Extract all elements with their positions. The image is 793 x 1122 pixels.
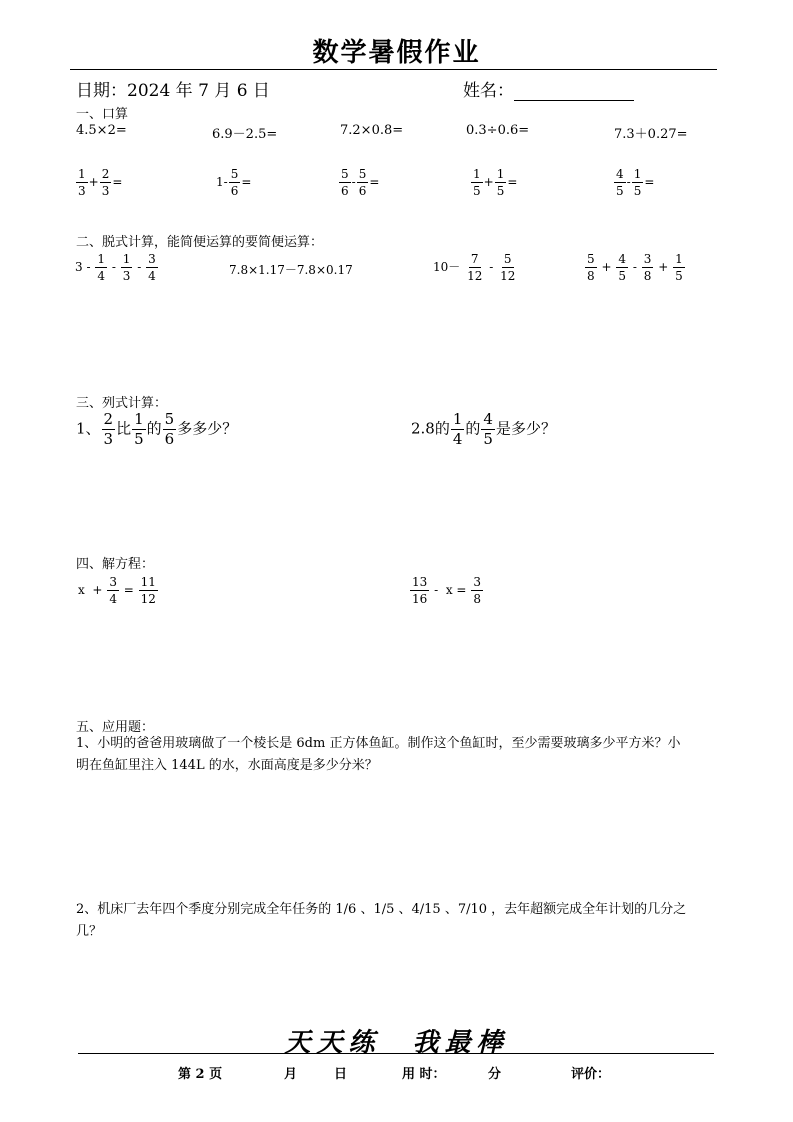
oral-calc-4: 0.3÷0.6= <box>466 123 530 138</box>
fraction: $\frac{5}{8}$ <box>587 252 595 283</box>
fraction: $\frac{5}{6}$ <box>230 167 239 198</box>
fraction: $\frac{11}{12}$ <box>140 575 156 606</box>
fraction-calc-2: 1- $\frac{5}{6}$ = <box>216 167 252 198</box>
header-rule <box>70 69 717 70</box>
fraction: $\frac{3}{4}$ <box>148 252 156 283</box>
fraction: $\frac{3}{8}$ <box>473 575 481 606</box>
fraction-calc-5: $\frac{4}{5}$ - $\frac{1}{5}$ = <box>616 167 655 198</box>
fraction-calc-4: $\frac{1}{5}$ + $\frac{1}{5}$ = <box>473 167 518 198</box>
fraction-calc-3: $\frac{5}{6}$ - $\frac{5}{6}$ = <box>341 167 380 198</box>
footer-month: 月 <box>284 1067 298 1082</box>
fraction: $\frac{5}{12}$ <box>500 252 516 283</box>
application-question-2 <box>76 899 721 943</box>
fraction: $\frac{5}{6}$ <box>164 410 175 448</box>
equation-2: $\frac{13}{16}$ - x = $\frac{3}{8}$ <box>412 575 481 606</box>
step-calc-4: $\frac{5}{8}$ + $\frac{4}{5}$ - $\frac{3}{8}$ + $\frac{1}{5}$ <box>587 252 683 283</box>
fraction: $\frac{3}{8}$ <box>643 252 652 283</box>
page-title: 数学暑假作业 <box>312 38 481 68</box>
fraction: $\frac{13}{16}$ <box>412 575 428 606</box>
footer-minute: 分 <box>488 1067 502 1082</box>
name-field[interactable] <box>514 84 634 101</box>
fraction: $\frac{4}{5}$ <box>616 167 624 198</box>
date-label: 日期： <box>76 81 127 101</box>
fraction: $\frac{1}{5}$ <box>633 167 642 198</box>
footer-rating: 评价： <box>571 1067 611 1082</box>
fraction: $\frac{7}{12}$ <box>467 252 483 283</box>
section-5-heading: 五、应用题： <box>76 720 155 735</box>
section-3-heading: 三、列式计算： <box>76 396 168 411</box>
question-1-line-2: 明在鱼缸里注入 144L 的水，水面高度是多少分米？ <box>76 758 378 773</box>
equation-1: x + $\frac{3}{4}$ = $\frac{11}{12}$ <box>78 575 156 606</box>
footer-page: 第 2 页 <box>178 1067 223 1082</box>
step-calc-3: 10－ $\frac{7}{12}$ - $\frac{5}{12}$ <box>433 252 516 283</box>
footer-slogan: 天天练 我最棒 <box>284 1028 509 1058</box>
section-4-heading: 四、解方程： <box>76 557 155 572</box>
oral-calc-1: 4.5×2= <box>76 123 127 138</box>
fraction: $\frac{1}{4}$ <box>97 252 105 283</box>
footer-rule <box>78 1053 714 1054</box>
name-label: 姓名： <box>463 81 514 101</box>
footer-time: 用 时： <box>402 1067 446 1082</box>
fraction-calc-1: $\frac{1}{3}$ + $\frac{2}{3}$ = <box>78 167 123 198</box>
question-1-line-1: 1、小明的爸爸用玻璃做了一个棱长是 6dm 正方体鱼缸。制作这个鱼缸时，至少需要玻璃多少平方米？小 <box>76 736 681 751</box>
fraction: $\frac{4}{5}$ <box>618 252 626 283</box>
oral-calc-3: 7.2×0.8= <box>340 123 404 138</box>
fraction: $\frac{3}{4}$ <box>109 575 117 606</box>
fraction: $\frac{1}{5}$ <box>496 167 505 198</box>
application-question-1 <box>76 733 721 777</box>
section-2-heading: 二、脱式计算，能简便运算的要简便运算： <box>76 235 324 250</box>
fraction: $\frac{1}{5}$ <box>675 252 683 283</box>
fraction: $\frac{1}{4}$ <box>452 410 463 448</box>
oral-calc-2: 6.9－2.5= <box>212 127 278 142</box>
question-2-line-1: 2、机床厂去年四个季度分别完成全年任务的 1/6 、1/5 、4/15 、7/10 ，去年超额完成全年计划的几分之 <box>76 902 687 917</box>
step-calc-2: 7.8×1.17－7.8×0.17 <box>229 263 353 277</box>
fraction: $\frac{2}{3}$ <box>101 167 110 198</box>
fraction: $\frac{4}{5}$ <box>483 410 493 448</box>
fraction: $\frac{5}{6}$ <box>341 167 349 198</box>
footer-day: 日 <box>334 1067 348 1082</box>
fraction: $\frac{1}{5}$ <box>134 410 144 448</box>
name-line <box>463 76 634 101</box>
oral-calc-5: 7.3＋0.27= <box>614 127 688 142</box>
fraction: $\frac{2}{3}$ <box>103 410 114 448</box>
word-calc-1: 1、 $\frac{2}{3}$ 比 $\frac{1}{5}$ 的 $\frac{5}{6}$ 多多少？ <box>76 410 238 448</box>
fraction: $\frac{1}{3}$ <box>122 252 131 283</box>
question-2-line-2: 几？ <box>76 924 103 939</box>
fraction: $\frac{5}{6}$ <box>358 167 367 198</box>
step-calc-1: 3 - $\frac{1}{4}$ - $\frac{1}{3}$ - $\frac{3}{4}$ <box>75 252 156 283</box>
date-value: 2024 年 7 月 6 日 <box>127 81 270 101</box>
word-calc-2: 2.8的 $\frac{1}{4}$ 的 $\frac{4}{5}$ 是多少？ <box>411 410 556 448</box>
section-1-heading: 一、口算 <box>76 107 129 122</box>
fraction: $\frac{1}{3}$ <box>78 167 86 198</box>
date-line <box>76 76 270 101</box>
fraction: $\frac{1}{5}$ <box>473 167 481 198</box>
